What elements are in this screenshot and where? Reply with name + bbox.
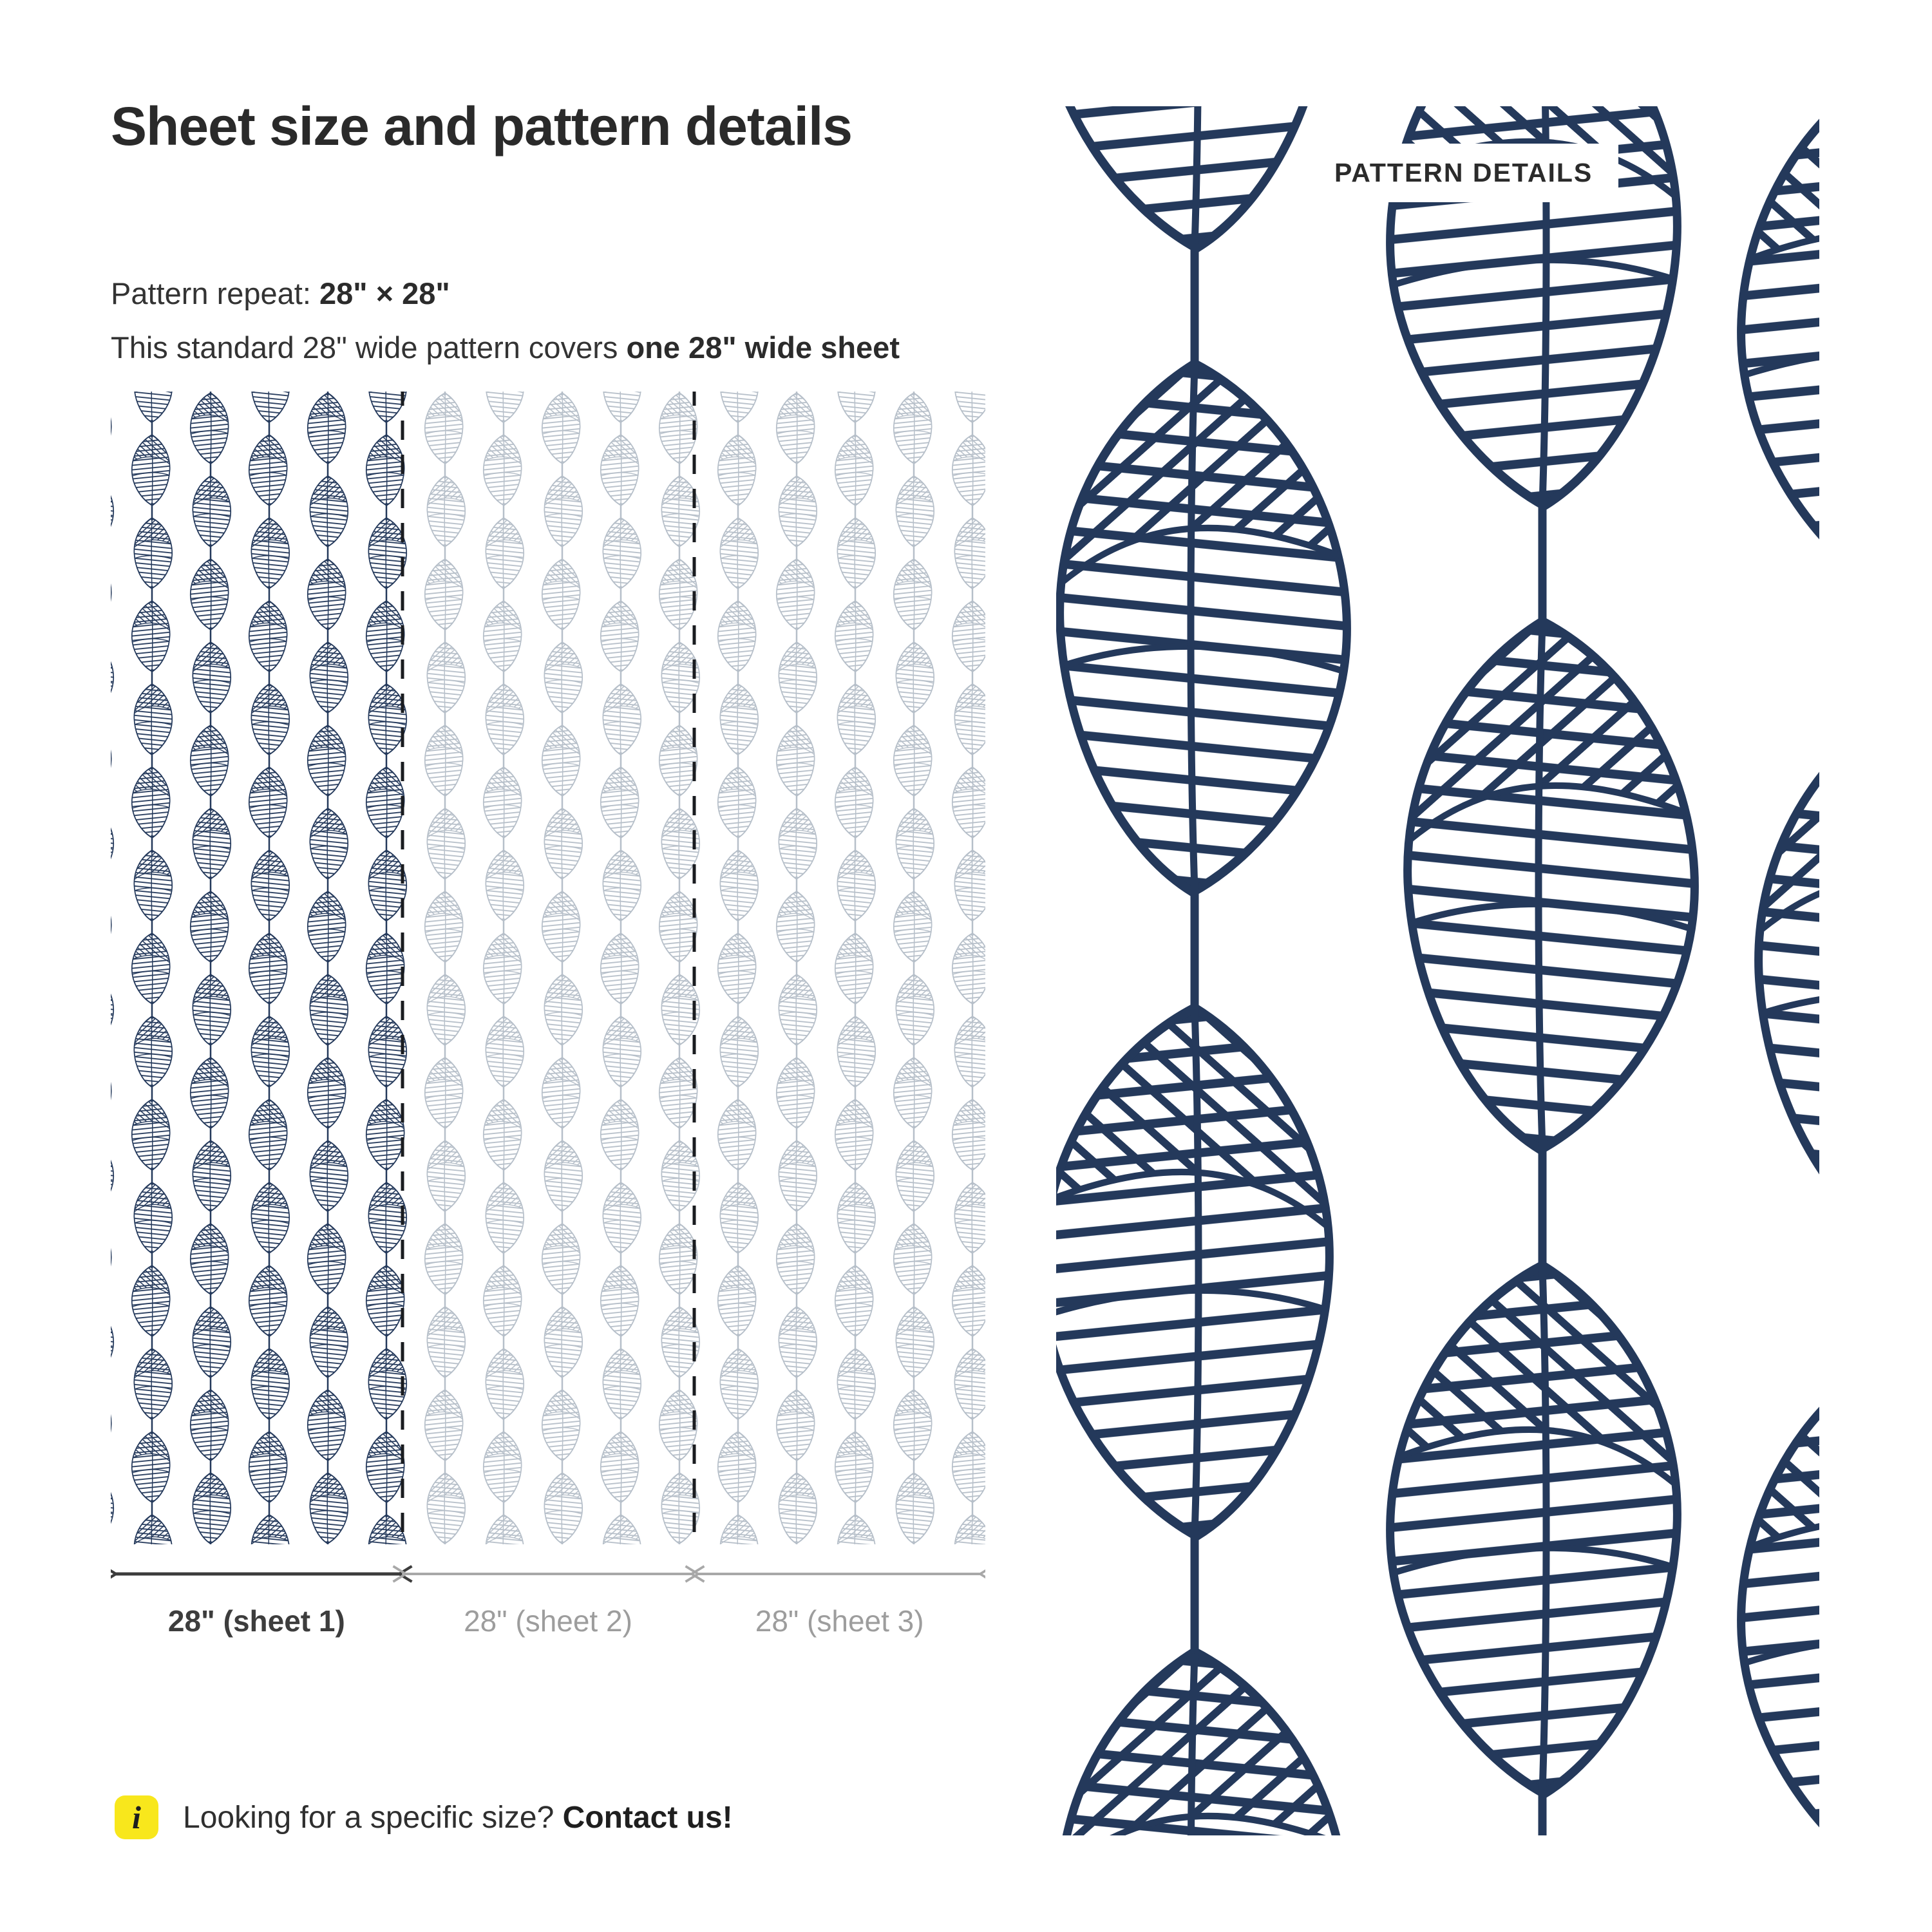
coverage-text xyxy=(111,330,900,365)
section-title: Sheet size and pattern details xyxy=(111,96,853,156)
sheet-width-labels xyxy=(111,1604,985,1638)
pattern-details-badge: PATTERN DETAILS xyxy=(1309,144,1618,202)
wallpaper-pattern-preview xyxy=(111,392,985,1544)
sheet-3-width-label: 28" (sheet 3) xyxy=(755,1604,924,1638)
pattern-details-panel xyxy=(1056,106,1819,1835)
leaf-pattern-artwork xyxy=(1056,106,1819,1835)
contact-us-link[interactable]: Contact us! xyxy=(562,1800,733,1835)
pattern-repeat-value: 28" × 28" xyxy=(319,276,450,310)
size-note-question: Looking for a specific size? xyxy=(183,1800,554,1835)
size-note-text xyxy=(183,1800,733,1835)
sheet-width-arrows xyxy=(111,1557,985,1589)
sheet-1-width-label: 28" (sheet 1) xyxy=(167,1604,345,1638)
sheet-2-width-label: 28" (sheet 2) xyxy=(464,1604,632,1638)
size-note xyxy=(115,1795,733,1839)
pattern-repeat-label: Pattern repeat: xyxy=(111,276,311,310)
coverage-value: one 28" wide sheet xyxy=(626,330,900,365)
pattern-repeat-text xyxy=(111,276,450,311)
info-icon: i xyxy=(115,1795,158,1839)
sheet-preview xyxy=(111,392,985,1544)
coverage-prefix: This standard 28" wide pattern covers xyxy=(111,330,618,365)
